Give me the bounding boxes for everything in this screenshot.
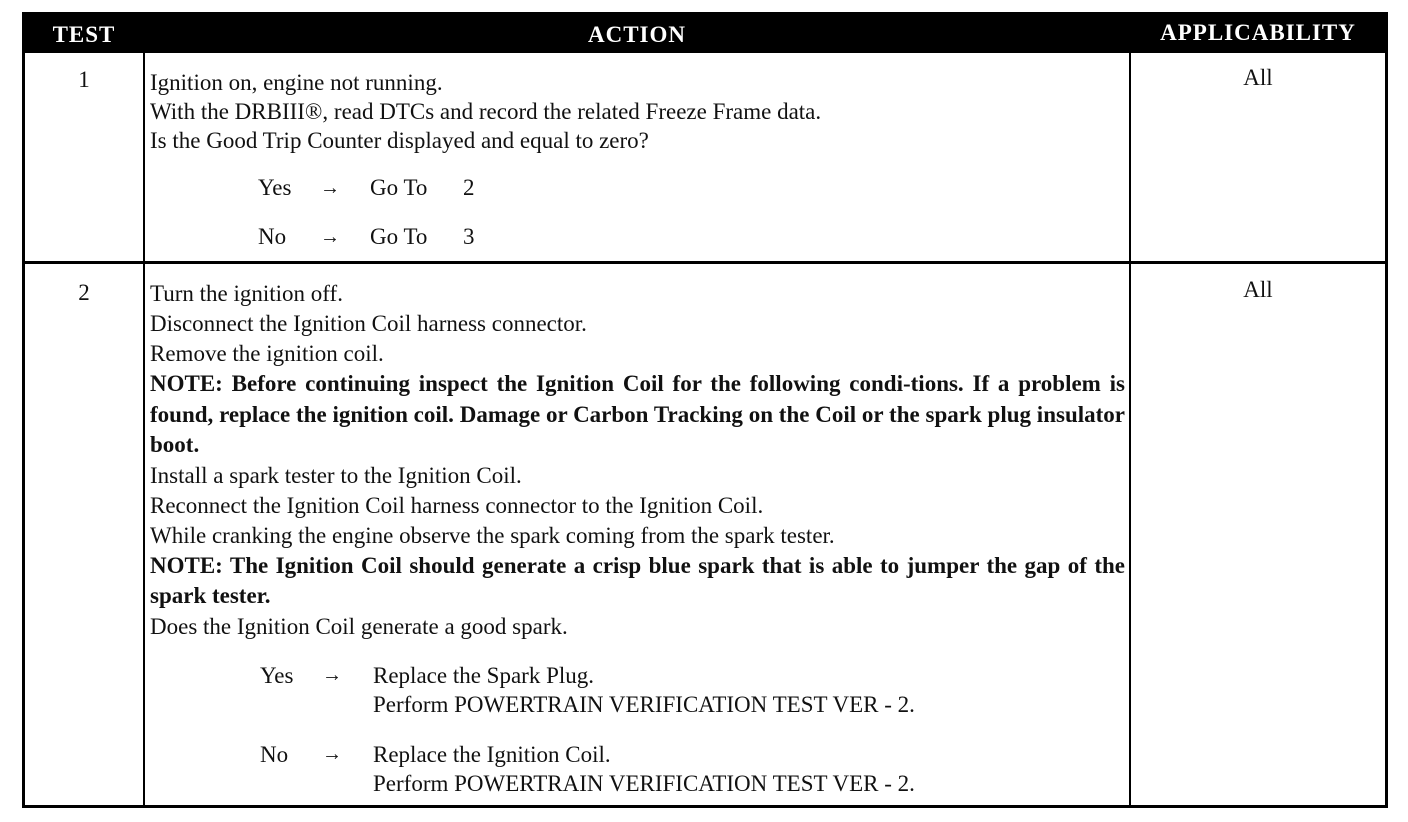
header-action: ACTION — [587, 22, 686, 47]
action-line: With the DRBIII®, read DTCs and record the related Freeze Frame data. — [150, 99, 822, 124]
action-line: While cranking the engine observe the spark coming from the spark tester. — [150, 522, 835, 548]
action-line: Reconnect the Ignition Coil harness connector to the Ignition Coil. — [150, 492, 764, 518]
applicability-value: All — [1243, 65, 1273, 90]
action-line: Install a spark tester to the Ignition Coil. — [150, 462, 522, 488]
answer-no — [150, 740, 1125, 819]
goto-target: 3 — [463, 224, 475, 249]
answer-label: No — [260, 741, 289, 767]
result-line: Perform POWERTRAIN VERIFICATION TEST VER - 2. — [373, 691, 915, 717]
header-applicability: APPLICABILITY — [1160, 20, 1356, 45]
answer-label: Yes — [260, 662, 294, 688]
answer-label: Yes — [258, 175, 292, 200]
action-line: Turn the ignition off. — [150, 281, 343, 306]
note-spark: NOTE: The Ignition Coil should generate a crisp blue spark that is able to jumper the gap of the spark tester. — [150, 552, 1125, 608]
diagnostic-test-table — [22, 12, 1388, 808]
action-question: Does the Ignition Coil generate a good spark. — [150, 613, 568, 639]
column-divider — [1129, 53, 1131, 808]
header-test: TEST — [52, 22, 116, 47]
note-inspection: NOTE: Before continuing inspect the Ignition Coil for the following condi-tions. If a problem is found, replace the ignition coil. Damage or Carbon Tracking on the Coil or the spark plug insulator boot. — [150, 371, 1125, 457]
column-divider — [143, 53, 145, 808]
applicability-value: All — [1243, 277, 1273, 302]
test-1-action — [150, 68, 1125, 271]
arrow-right-icon: → — [322, 742, 342, 765]
answer-yes — [150, 173, 1125, 222]
table-header — [25, 15, 1385, 53]
arrow-right-icon: → — [320, 226, 340, 248]
answer-no — [150, 222, 1125, 271]
result-line: Perform POWERTRAIN VERIFICATION TEST VER - 2. — [373, 770, 915, 796]
arrow-right-icon: → — [320, 177, 340, 199]
arrow-right-icon: → — [322, 663, 342, 686]
answer-label: No — [258, 224, 287, 249]
result-line: Replace the Ignition Coil. — [373, 741, 611, 767]
action-line: Ignition on, engine not running. — [150, 70, 443, 95]
answer-result — [373, 740, 915, 798]
goto-text: Go To — [370, 224, 428, 249]
result-line: Replace the Spark Plug. — [373, 662, 595, 688]
action-line: Disconnect the Ignition Coil harness connector. — [150, 311, 587, 336]
action-line: Remove the ignition coil. — [150, 341, 384, 366]
action-line: Is the Good Trip Counter displayed and equal to zero? — [150, 128, 649, 153]
test-number: 1 — [78, 67, 90, 92]
test-number: 2 — [78, 280, 90, 305]
test-2-action — [150, 279, 1125, 819]
goto-text: Go To — [370, 175, 428, 200]
answer-yes — [150, 661, 1125, 740]
answer-result — [373, 661, 915, 719]
goto-target: 2 — [463, 175, 475, 200]
